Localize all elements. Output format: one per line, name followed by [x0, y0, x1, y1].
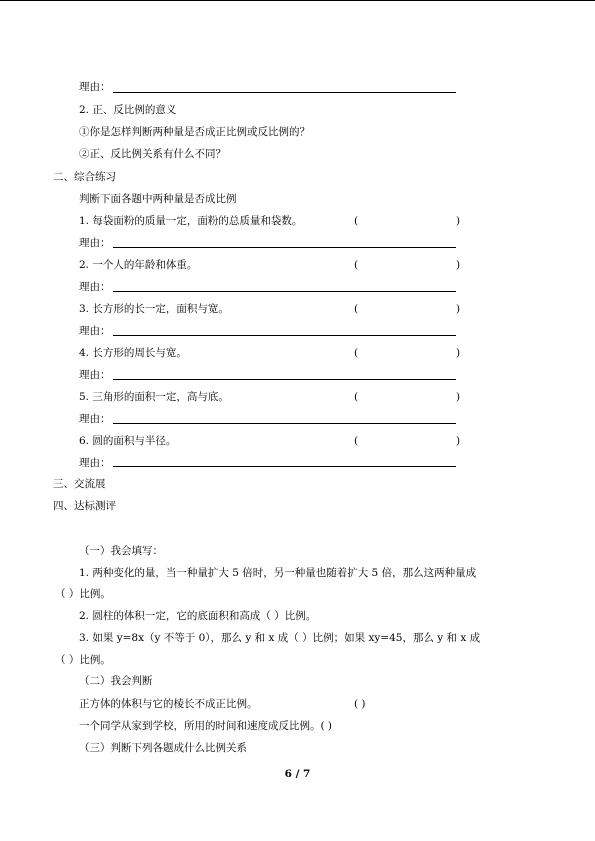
answer-paren-open: ( [354, 215, 359, 227]
answer-paren-close: ) [456, 215, 461, 227]
fill-question-3-cont: （ ）比例。 [55, 654, 111, 666]
reason-label: 理由： [79, 457, 111, 469]
section-4-heading: 四、达标测评 [53, 500, 116, 512]
answer-paren-open: ( [354, 347, 359, 359]
meaning-question-2: ②正、反比例关系有什么不同？ [79, 148, 226, 160]
answer-line[interactable] [113, 466, 456, 467]
answer-paren-open: ( [354, 391, 359, 403]
fill-heading: （一）我会填写： [79, 545, 163, 557]
exercise-intro: 判断下面各题中两种量是否成比例 [79, 193, 237, 205]
answer-paren-close: ) [456, 303, 461, 315]
section-2-heading: 二、综合练习 [53, 171, 116, 183]
fill-question-1: 1. 两种变化的量，当一种量扩大 5 倍时，另一种量也随着扩大 5 倍，那么这两种量成 [79, 567, 477, 579]
answer-line[interactable] [113, 247, 456, 248]
judge-statement-1: 正方体的体积与它的棱长不成正比例。 [79, 698, 258, 710]
judge-heading: （二）我会判断 [79, 675, 153, 687]
exercise-item: 2. 一个人的年龄和体重。 [79, 259, 198, 271]
answer-paren-close: ) [456, 391, 461, 403]
fill-question-1-cont: （ ）比例。 [55, 588, 111, 600]
fill-question-3: 3. 如果 y=8x（y 不等于 0），那么 y 和 x 成（ ）比例；如果 xy=45，那么 y 和 x 成 [79, 632, 481, 644]
exercise-item: 6. 圆的面积与半径。 [79, 435, 177, 447]
answer-paren-open: ( [354, 435, 359, 447]
meaning-heading: 2. 正、反比例的意义 [79, 104, 177, 116]
reason-label: 理由： [79, 413, 111, 425]
answer-line[interactable] [113, 291, 456, 292]
answer-paren-close: ) [456, 435, 461, 447]
exercise-item: 5. 三角形的面积一定，高与底。 [79, 391, 229, 403]
answer-paren-open: ( [354, 259, 359, 271]
answer-line[interactable] [113, 423, 456, 424]
page-number: 6 / 7 [284, 768, 311, 780]
answer-line[interactable] [113, 92, 456, 93]
exercise-item: 3. 长方形的长一定，面积与宽。 [79, 303, 229, 315]
answer-line[interactable] [113, 335, 456, 336]
exercise-item: 1. 每袋面粉的质量一定，面粉的总质量和袋数。 [79, 215, 303, 227]
judge-answer-paren[interactable]: ( ) [354, 698, 366, 710]
judge-statement-2: 一个同学从家到学校，所用的时间和速度成反比例。( ) [79, 720, 333, 732]
meaning-question-1: ①你是怎样判断两种量是否成正比例或反比例的？ [79, 126, 310, 138]
header-rule [0, 0, 595, 1]
answer-paren-open: ( [354, 303, 359, 315]
answer-paren-close: ) [456, 347, 461, 359]
exercise-item: 4. 长方形的周长与宽。 [79, 347, 187, 359]
reason-label: 理由： [79, 237, 111, 249]
fill-question-2: 2. 圆柱的体积一定，它的底面积和高成（ ）比例。 [79, 610, 317, 622]
answer-line[interactable] [113, 379, 456, 380]
reason-label: 理由： [79, 281, 111, 293]
reason-label: 理由： [79, 325, 111, 337]
section-3-heading: 三、交流展 [53, 478, 106, 490]
answer-paren-close: ) [456, 259, 461, 271]
reason-label: 理由： [79, 81, 111, 93]
reason-label: 理由： [79, 369, 111, 381]
judge-section-3-heading: （三）判断下列各题成什么比例关系 [79, 742, 247, 754]
